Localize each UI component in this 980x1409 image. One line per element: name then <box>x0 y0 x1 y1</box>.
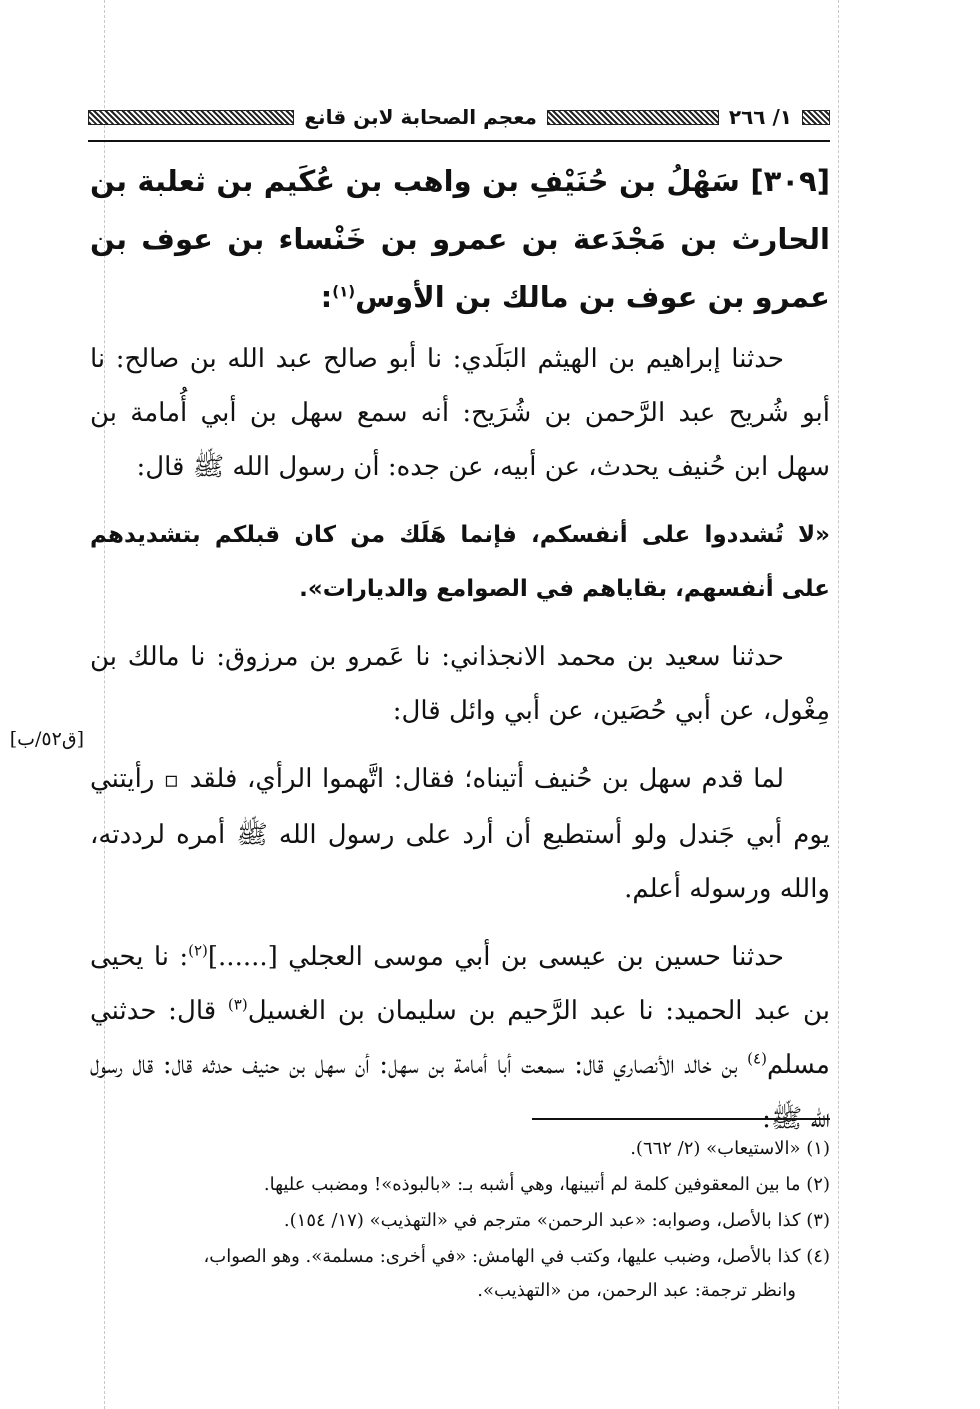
hadith-chain: حدثنا سعيد بن محمد الانجذاني: نا عَمرو بن مرزوق: نا مالك بن مِغْول، عن أبي حُصَين، عن أبي وائل قال: <box>90 642 830 726</box>
narration <box>90 752 830 916</box>
footnote-ref: (٢) <box>188 941 208 960</box>
header-ornament <box>88 110 294 125</box>
scan-artifact-line <box>838 0 839 1409</box>
footnote-text: كذا بالأصل، وضبب عليها، وكتب في الهامش: «في أخرى: مسلمة». وهو الصواب، <box>203 1246 801 1267</box>
footnote-text: ما بين المعقوفين كلمة لم أتبينها، وهي أشبه بـ: «بالبوذه»! ومضبب عليها. <box>263 1174 801 1195</box>
footnote-text: كذا بالأصل، وصوابه: «عبد الرحمن» مترجم في «التهذيب» (١٧/ ١٥٤). <box>283 1210 801 1231</box>
footnote <box>90 1132 830 1166</box>
footnote <box>90 1168 830 1202</box>
header-book-title: معجم الصحابة لابن قانع <box>304 105 537 129</box>
entry-title <box>90 152 830 326</box>
footnote-separator <box>532 1118 830 1120</box>
footnote-number: (١) <box>806 1138 830 1159</box>
footnote-number: (٣) <box>806 1210 830 1231</box>
footnote-ref: (١) <box>332 282 356 301</box>
footnotes <box>90 1132 830 1310</box>
chain-text: بن خالد الأنصاري قال: سمعت أبا أمامة بن سهل: أن سهل بن حنيف حدثه قال: قال رسول الله ﷺ: <box>90 1050 830 1134</box>
chain-text: : نا يحيى بن عبد الحميد: نا عبد الرَّحيم بن سليمان بن الغسيل <box>90 942 830 1026</box>
hadith-chain <box>90 930 830 1146</box>
chain-text: حدثنا حسين بن عيسى بن أبي موسى العجلي [......] <box>207 942 784 972</box>
entry-title-text: [٣٠٩] سَهْلُ بن حُنَيْفِ بن واهب بن عُكَيم بن ثعلبة بن الحارث بن مَجْدَعة بن عمرو بن خَنْساء بن عوف بن عمرو بن عوف بن مالك بن الأوس <box>90 164 830 314</box>
footnote <box>90 1204 830 1238</box>
footnote-continuation: وانظر ترجمة: عبد الرحمن، من «التهذيب». <box>477 1280 796 1301</box>
header-ornament <box>802 110 830 125</box>
footnote-ref: (٤) <box>747 1049 767 1068</box>
header-page-ref: ١/ ٢٦٦ <box>728 105 792 129</box>
footnote-number: (٤) <box>806 1246 830 1267</box>
header-ornament <box>547 110 719 125</box>
footnote-number: (٢) <box>806 1174 830 1195</box>
narration-text: رأيتني يوم أبي جَندل ولو أستطيع أن أرد على رسول الله ﷺ أمره لرددته، والله ورسوله أعلم. <box>90 764 830 904</box>
manuscript-folio-note: [ق٥٢/ب] <box>9 728 84 750</box>
header-rule <box>88 140 830 142</box>
hadith-text: «لا تُشددوا على أنفسكم، فإنما هَلَك من كان قبلكم بتشديدهم على أنفسهم، بقاياهم في الصوامع والديارات». <box>90 522 830 602</box>
footnote <box>90 1240 830 1308</box>
entry-title-end: : <box>320 280 333 314</box>
chain-text: قال: حدثني مسلم <box>90 996 830 1080</box>
footnote-ref: (٣) <box>227 995 248 1014</box>
hadith-chain: حدثنا إبراهيم بن الهيثم البَلَدي: نا أبو صالح عبد الله بن صالح: نا أبو شُريح عبد الرَّحمن بن شُرَيح: أنه سمع سهل بن أبي أُمامة بن سهل ابن حُنيف يحدث، عن أبيه، عن جده: أن رسول الله ﷺ قال: <box>90 344 830 482</box>
main-text <box>90 152 830 1160</box>
narration-text: لما قدم سهل بن حُنيف أتيناه؛ فقال: اتَّهموا الرأي، فلقد <box>189 764 785 794</box>
running-header <box>88 102 830 132</box>
footnote-text: «الاستيعاب» (٢/ ٦٦٢). <box>630 1138 801 1159</box>
manuscript-marker-icon: ▫ <box>163 768 181 793</box>
